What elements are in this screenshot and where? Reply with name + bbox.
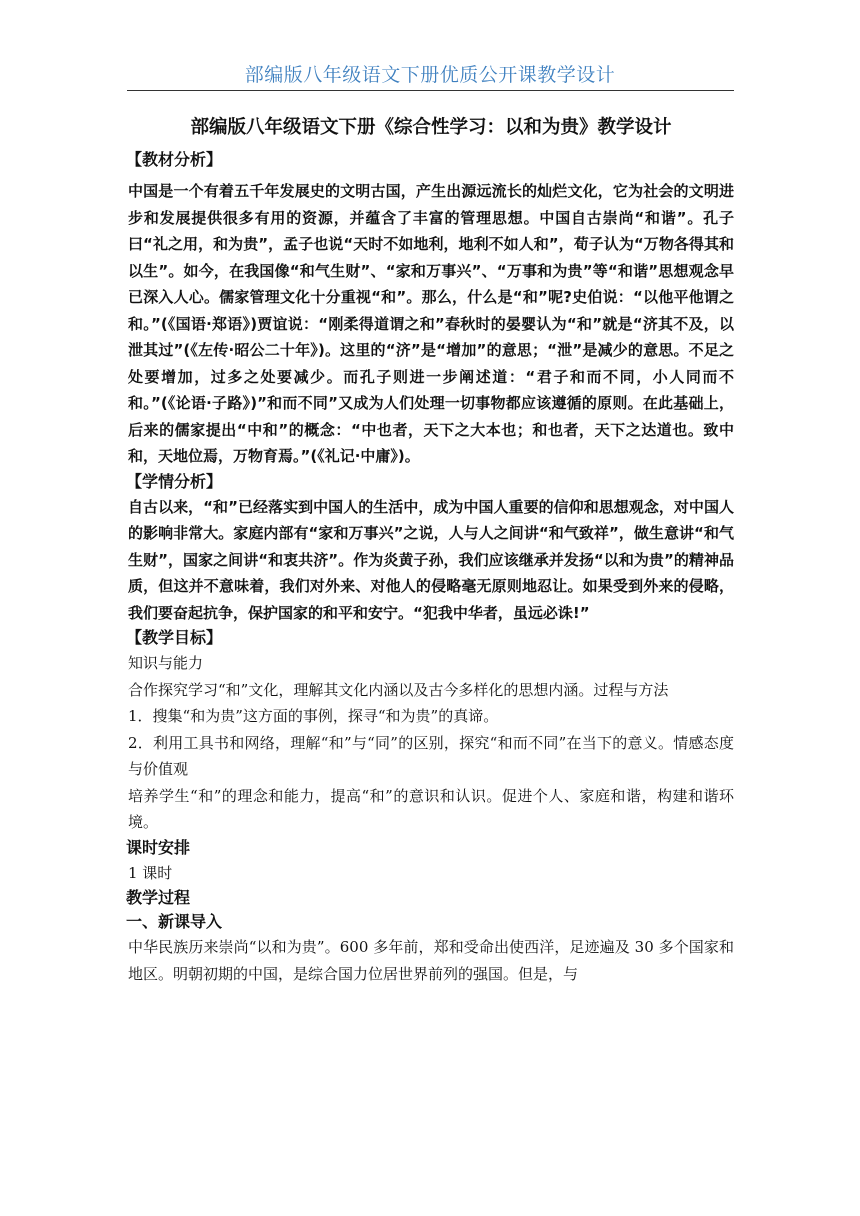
section-heading-schedule: 课时安排 [126,837,191,857]
textbook-analysis-paragraph: 中国是一个有着五千年发展史的文明古国，产生出源远流长的灿烂文化，它为社会的文明进步和发展提供很多有用的资源，并蕴含了丰富的管理思想。中国自古崇尚“和谐”。孔子曰“礼之用，和为贵”，孟子也说“天时不如地利，地利不如人和”，荀子认为“万物各得其和以生”。如今，在我国像“和气生财”、“家和万事兴”、“万事和为贵”等“和谐”思想观念早已深入人心。儒家管理文化十分重视“和”。那么，什么是“和”呢?史伯说：“以他平他谓之和。”(《国语·郑语》)贾谊说：“刚柔得道谓之和”春秋时的晏婴认为“和”就是“济其不及，以泄其过”(《左传·昭公二十年》)。这里的“济”是“增加”的意思；“泄”是减少的意思。不足之处要增加，过多之处要减少。而孔子则进一步阐述道：“君子和而不同，小人同而不和。”(《论语·子路》)”和而不同”又成为人们处理一切事物都应该遵循的原则。在此基础上，后来的儒家提出“中和”的概念：“中也者，天下之大本也；和也者，天下之达道也。致中和，天地位焉，万物育焉。”(《礼记·中庸》)。 [128,182,734,465]
schedule-value: 1 课时 [128,863,173,882]
running-header: 部编版八年级语文下册优质公开课教学设计 [244,64,616,86]
process-step1-text: 中华民族历来崇尚“以和为贵”。600 多年前，郑和受命出使西洋，足迹遍及 30 多个国家和地区。明朝初期的中国，是综合国力位居世界前列的强国。但是，与 [128,938,734,983]
goal-knowledge-label: 知识与能力 [128,654,204,672]
student-analysis-paragraph: 自古以来，“和”已经落实到中国人的生活中，成为中国人重要的信仰和思想观念，对中国人的影响非常大。家庭内部有“家和万事兴”之说，人与人之间讲“和气致祥”，做生意讲“和气生财”，国家之间讲“和衷共济”。作为炎黄子孙，我们应该继承并发扬“以和为贵”的精神品质，但这并不意味着，我们对外来、对他人的侵略毫无原则地忍让。如果受到外来的侵略，我们要奋起抗争，保护国家的和平和安宁。“犯我中华者，虽远必诛!” [128,497,734,622]
document-title: 部编版八年级语文下册《综合性学习：以和为贵》教学设计 [190,117,672,138]
section-heading-student-analysis: 【学情分析】 [126,471,223,491]
header-divider [127,90,734,91]
document-body [128,114,734,987]
goal-item-1: 1．搜集“和为贵”这方面的事例，探寻“和为贵”的真谛。 [128,707,499,725]
goal-item-2: 2．利用工具书和网络，理解“和”与“同”的区别，探究“和而不同”在当下的意义。情感态度与价值观 [128,733,734,778]
section-heading-process: 教学过程 [126,888,191,907]
goal-attitude-text: 培养学生“和”的理念和能力，提高“和”的意识和认识。促进个人、家庭和谐，构建和谐环境。 [128,786,734,831]
section-heading-teaching-goals: 【教学目标】 [126,628,223,647]
section-heading-textbook-analysis: 【教材分析】 [126,150,223,169]
process-step1-heading: 一、新课导入 [126,912,223,931]
goal-knowledge-text: 合作探究学习“和”文化，理解其文化内涵以及古今多样化的思想内涵。过程与方法 [128,680,669,699]
